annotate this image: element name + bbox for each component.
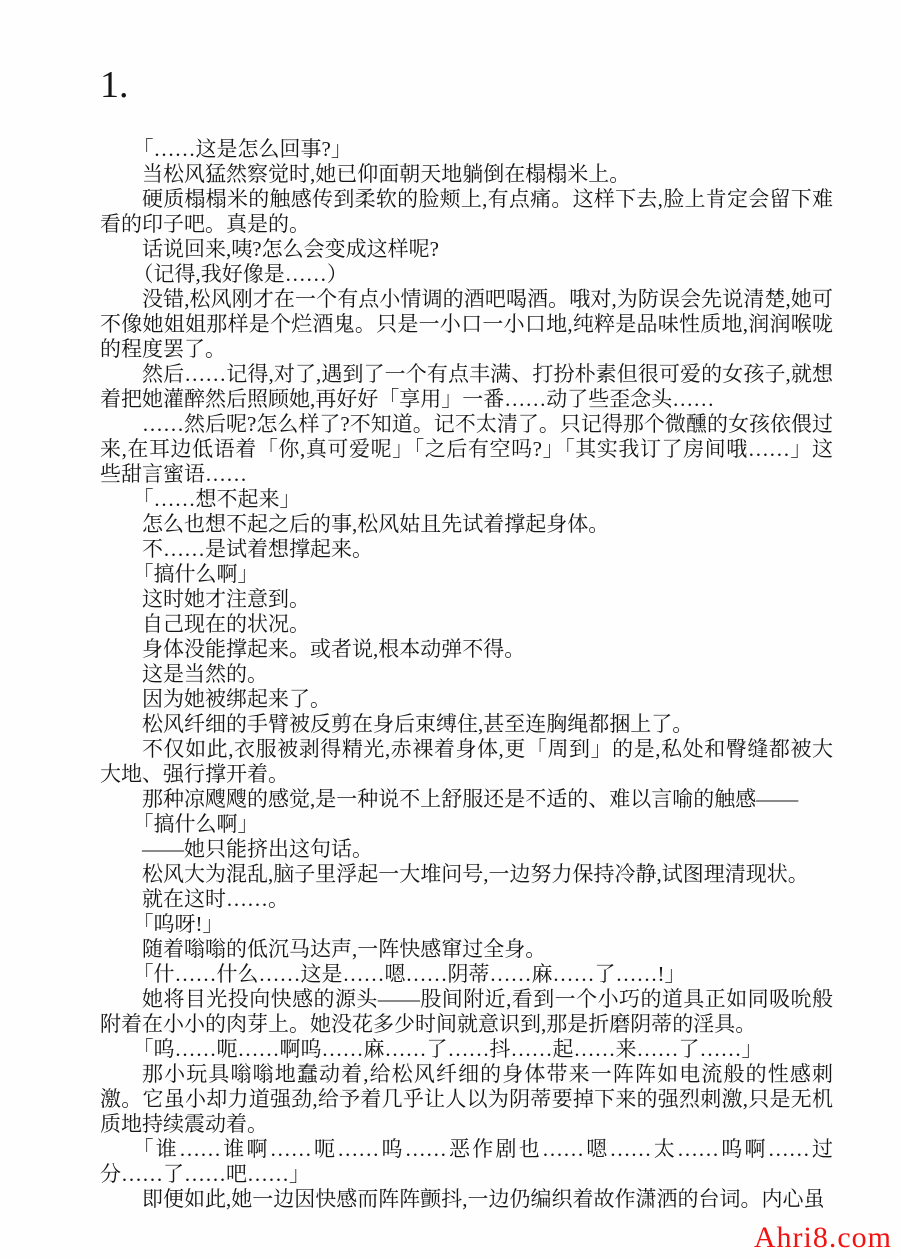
paragraph: 那小玩具嗡嗡地蠢动着,给松风纤细的身体带来一阵阵如电流般的性感刺激。它虽小却力道强劲,给予着几乎让人以为阴蒂要掉下来的强烈刺激,只是无机质地持续震动着。 bbox=[100, 1062, 833, 1136]
paragraph: 身体没能撑起来。或者说,根本动弹不得。 bbox=[142, 637, 526, 661]
paragraph: 「搞什么啊」 bbox=[132, 562, 259, 586]
paragraph: 那种凉飕飕的感觉,是一种说不上舒服还是不适的、难以言喻的触感—— bbox=[142, 787, 799, 811]
paragraph: 然后……记得,对了,遇到了一个有点丰满、打扮朴素但很可爱的女孩子,就想着把她灌醉然后照顾她,再好好「享用」一番……动了些歪念头…… bbox=[100, 362, 833, 411]
paragraph: 硬质榻榻米的触感传到柔软的脸颊上,有点痛。这样下去,脸上肯定会留下难看的印子吧。真是的。 bbox=[100, 187, 833, 236]
paragraph: 话说回来,咦?怎么会变成这样呢? bbox=[142, 237, 439, 261]
paragraph: 「什……什么……这是……嗯……阴蒂……麻……了……!」 bbox=[132, 962, 686, 986]
paragraph: 当松风猛然察觉时,她已仰面朝天地躺倒在榻榻米上。 bbox=[142, 162, 631, 186]
paragraph: 「谁……谁啊……呃……呜……恶作剧也……嗯……太……呜啊……过分……了……吧……」 bbox=[100, 1137, 833, 1186]
paragraph: 「呜呀!」 bbox=[132, 912, 224, 936]
paragraph: （记得,我好像是……） bbox=[132, 262, 348, 286]
paragraph: 因为她被绑起来了。 bbox=[142, 687, 331, 711]
paragraph: 怎么也想不起之后的事,松风姑且先试着撑起身体。 bbox=[142, 512, 610, 536]
paragraph: ……然后呢?怎么样了?不知道。记不太清了。只记得那个微醺的女孩依偎过来,在耳边低语着「你,真可爱呢」「之后有空吗?」「其实我订了房间哦……」这些甜言蜜语…… bbox=[100, 412, 833, 486]
watermark: Ahri8.com bbox=[753, 1221, 892, 1254]
paragraph: 随着嗡嗡的低沉马达声,一阵快感窜过全身。 bbox=[142, 937, 547, 961]
paragraph: 自己现在的状况。 bbox=[142, 612, 310, 636]
paragraph: 「呜……呃……啊呜……麻……了……抖……起……来……了……」 bbox=[132, 1037, 763, 1061]
paragraph: 不……是试着想撑起来。 bbox=[142, 537, 373, 561]
paragraph: 松风大为混乱,脑子里浮起一大堆问号,一边努力保持冷静,试图理清现状。 bbox=[142, 862, 809, 886]
paragraph: 没错,松风刚才在一个有点小情调的酒吧喝酒。哦对,为防误会先说清楚,她可不像她姐姐那样是个烂酒鬼。只是一小口一小口地,纯粹是品味性质地,润润喉咙的程度罢了。 bbox=[100, 287, 833, 361]
paragraph: 「……这是怎么回事?」 bbox=[132, 137, 352, 161]
paragraph: 松风纤细的手臂被反剪在身后束缚住,甚至连胸绳都捆上了。 bbox=[142, 712, 694, 736]
paragraph: 这是当然的。 bbox=[142, 662, 268, 686]
chapter-number: 1. bbox=[100, 64, 129, 106]
paragraph: 她将目光投向快感的源头——股间附近,看到一个小巧的道具正如同吸吮般附着在小小的肉芽上。她没花多少时间就意识到,那是折磨阴蒂的淫具。 bbox=[100, 987, 833, 1036]
paragraph: 「搞什么啊」 bbox=[132, 812, 259, 836]
paragraph: 不仅如此,衣服被剥得精光,赤裸着身体,更「周到」的是,私处和臀缝都被大大地、强行撑开着。 bbox=[100, 737, 833, 786]
paragraph: 即便如此,她一边因快感而阵阵颤抖,一边仍编织着故作潇洒的台词。内心虽 bbox=[142, 1187, 825, 1211]
body-text bbox=[100, 137, 833, 1212]
paragraph: 这时她才注意到。 bbox=[142, 587, 310, 611]
paragraph: 就在这时……。 bbox=[142, 887, 289, 911]
paragraph: ——她只能挤出这句话。 bbox=[142, 837, 373, 861]
paragraph: 「……想不起来」 bbox=[132, 487, 301, 511]
